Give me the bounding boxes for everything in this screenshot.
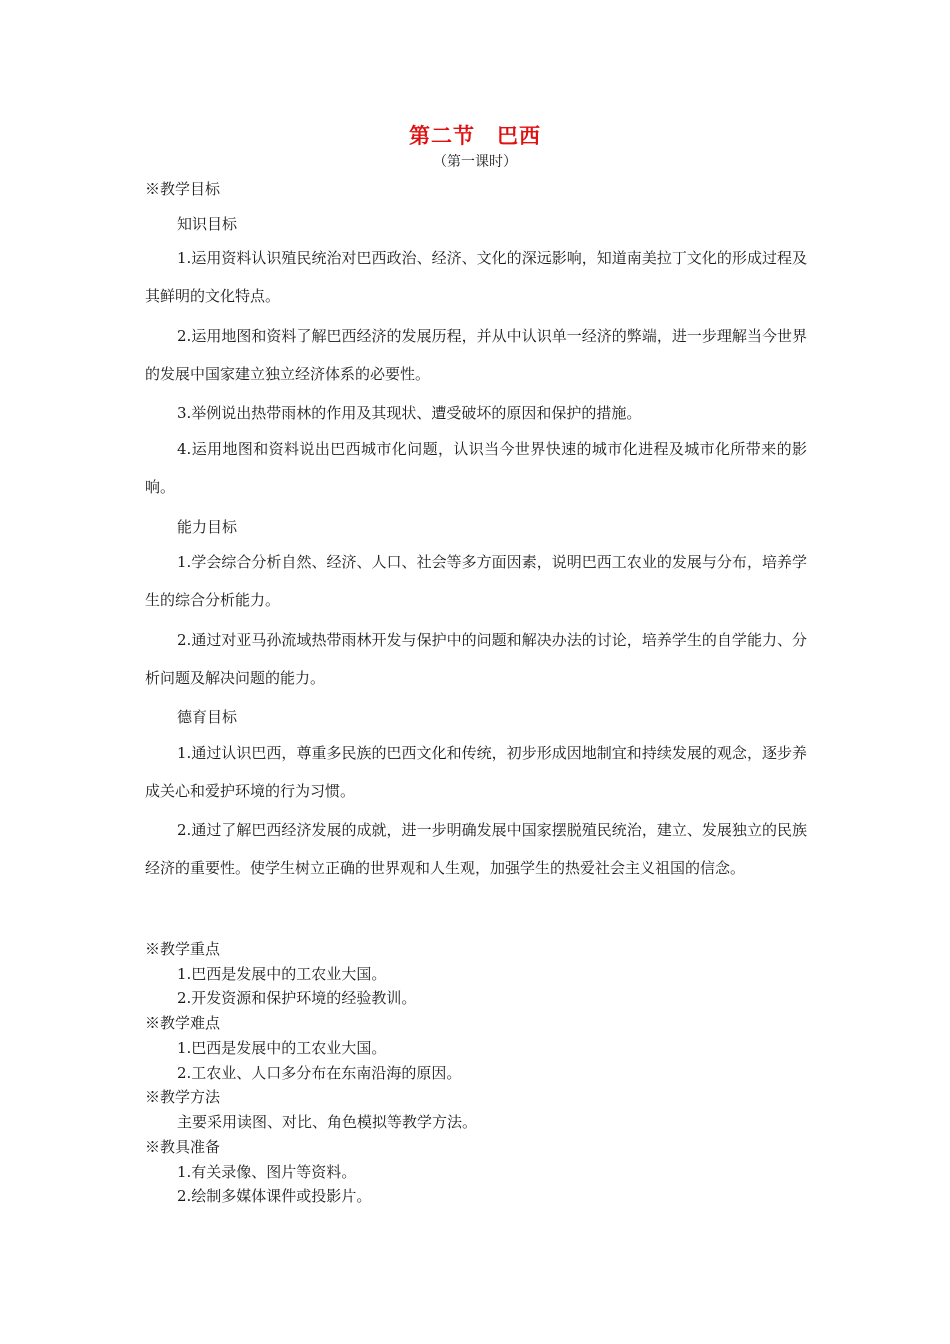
lesson-subtitle: （第一课时） (433, 154, 517, 170)
knowledge-objective-3: 3.举例说出热带雨林的作用及其现状、遭受破坏的原因和保护的措施。 (177, 404, 642, 422)
key-point-2: 2.开发资源和保护环境的经验教训。 (177, 989, 417, 1007)
difficult-point-1: 1.巴西是发展中的工农业大国。 (177, 1039, 387, 1057)
difficult-points-heading: ※教学难点 (145, 1014, 221, 1032)
knowledge-objectives-heading: 知识目标 (177, 215, 238, 233)
ability-objectives-heading: 能力目标 (177, 518, 238, 536)
lesson-title: 第二节 巴西 (409, 123, 541, 148)
method-1: 主要采用读图、对比、角色模拟等教学方法。 (177, 1113, 478, 1131)
knowledge-objective-2: 2.运用地图和资料了解巴西经济的发展历程，并从中认识单一经济的弊端，进一步理解当今世界的发展中国家建立独立经济体系的必要性。 (145, 327, 807, 383)
moral-objective-2: 2.通过了解巴西经济发展的成就，进一步明确发展中国家摆脱殖民统治，建立、发展独立的民族经济的重要性。使学生树立正确的世界观和人生观，加强学生的热爱社会主义祖国的信念。 (145, 821, 807, 877)
preparation-1: 1.有关录像、图片等资料。 (177, 1163, 357, 1181)
ability-objective-1: 1.学会综合分析自然、经济、人口、社会等多方面因素，说明巴西工农业的发展与分布，培养学生的综合分析能力。 (145, 553, 807, 609)
difficult-point-2: 2.工农业、人口多分布在东南沿海的原因。 (177, 1064, 462, 1082)
preparation-2: 2.绘制多媒体课件或投影片。 (177, 1187, 372, 1205)
objectives-heading: ※教学目标 (145, 180, 221, 198)
key-points-heading: ※教学重点 (145, 940, 221, 958)
moral-objectives-heading: 德育目标 (177, 708, 238, 726)
ability-objective-2: 2.通过对亚马孙流域热带雨林开发与保护中的问题和解决办法的讨论，培养学生的自学能力、分析问题及解决问题的能力。 (145, 631, 807, 687)
preparation-heading: ※教具准备 (145, 1138, 221, 1156)
key-point-1: 1.巴西是发展中的工农业大国。 (177, 965, 387, 983)
knowledge-objective-1: 1.运用资料认识殖民统治对巴西政治、经济、文化的深远影响，知道南美拉丁文化的形成过程及其鲜明的文化特点。 (145, 249, 807, 305)
moral-objective-1: 1.通过认识巴西，尊重多民族的巴西文化和传统，初步形成因地制宜和持续发展的观念，逐步养成关心和爱护环境的行为习惯。 (145, 744, 807, 800)
methods-heading: ※教学方法 (145, 1088, 221, 1106)
knowledge-objective-4: 4.运用地图和资料说出巴西城市化问题，认识当今世界快速的城市化进程及城市化所带来的影响。 (145, 440, 807, 496)
